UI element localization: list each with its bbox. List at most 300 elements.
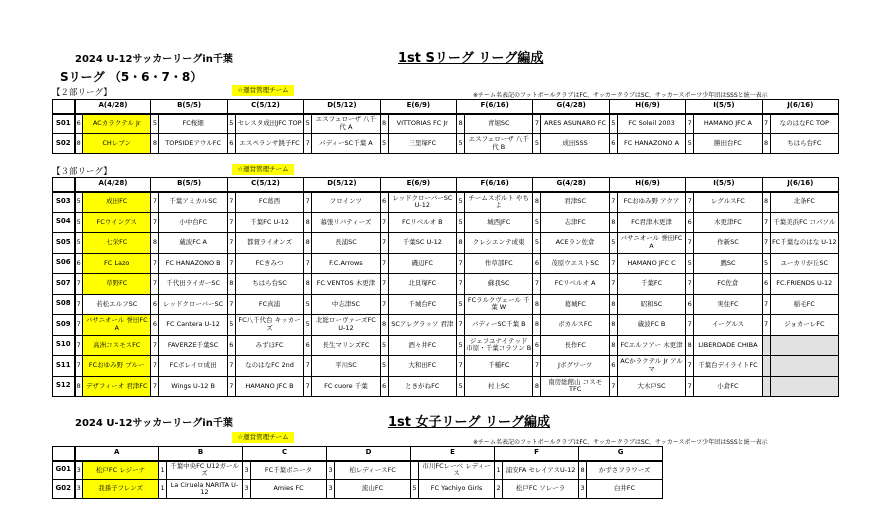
team-grade-cell: 7 — [609, 376, 617, 397]
team-grade-cell: 5 — [151, 114, 159, 134]
team-cell: チームスポルト やちよ — [465, 192, 533, 213]
div2-table — [52, 99, 839, 154]
table-row — [53, 192, 839, 213]
column-header: C — [243, 447, 327, 461]
team-cell: VITTORIAS FC Jr — [388, 114, 456, 134]
team-grade-cell: 7 — [686, 274, 694, 295]
team-grade-cell: 7 — [533, 356, 541, 377]
team-cell: 流山FC — [335, 480, 411, 499]
team-grade-cell: 7 — [609, 274, 617, 295]
team-cell: 蔵波FC B — [617, 315, 685, 336]
team-cell: FCボレイロ成田 — [159, 356, 227, 377]
team-cell: FCリベルオ B — [388, 212, 456, 233]
team-grade-cell: 7 — [304, 192, 312, 213]
team-cell: 中志津SC — [312, 294, 380, 315]
team-cell: FC VENTOS 木更津 — [312, 274, 380, 295]
team-cell: 成田SSS — [541, 134, 609, 154]
team-cell: レッドクローバーSC — [159, 294, 227, 315]
table-row — [53, 376, 839, 397]
team-grade-cell: 7 — [686, 376, 694, 397]
girls-admin-badge: ☆運営管理チーム — [232, 432, 294, 443]
section1-center-title: 1st Sリーグ リーグ編成 — [398, 51, 544, 66]
team-cell: 千葉台デイライトFC — [694, 356, 762, 377]
team-grade-cell: 1 — [159, 480, 167, 499]
team-grade-cell: 7 — [304, 253, 312, 274]
team-cell: 千葉アミカルSC — [159, 192, 227, 213]
team-cell: 作草部FC — [465, 253, 533, 274]
team-grade-cell: 6 — [686, 212, 694, 233]
team-grade-cell: 5 — [75, 192, 83, 213]
team-cell: 蔵波FC A — [159, 233, 227, 254]
column-header: A — [75, 447, 159, 461]
team-cell: 松戸FC ソレーラ — [503, 480, 579, 499]
team-cell: FC佐倉 — [694, 274, 762, 295]
admin-team-cell: ACカラクテル Jr — [83, 114, 151, 134]
team-grade-cell: 5 — [609, 233, 617, 254]
column-header: F(6/16) — [457, 178, 533, 192]
admin-team-cell: バサニオール 誉田FC A — [83, 315, 151, 336]
team-cell: ACEラン佐倉 — [541, 233, 609, 254]
team-cell: エスフェローザ 八千代 A — [312, 114, 380, 134]
table-row — [53, 315, 839, 336]
team-grade-cell: 8 — [609, 335, 617, 356]
team-cell: ときがねFC — [388, 376, 456, 397]
team-cell: FC君津木更津 — [617, 212, 685, 233]
team-grade-cell: 7 — [304, 376, 312, 397]
team-cell: HAMANO JFC B — [235, 376, 303, 397]
team-grade-cell: 7 — [609, 253, 617, 274]
team-cell: 小中台FC — [159, 212, 227, 233]
column-header: E(6/9) — [380, 100, 456, 114]
table-row — [53, 480, 663, 499]
team-cell: 北貝塚FC — [388, 274, 456, 295]
team-grade-cell: 7 — [457, 274, 465, 295]
table-row — [53, 233, 839, 254]
team-grade-cell: 5 — [457, 376, 465, 397]
team-cell: F.C.Arrows — [312, 253, 380, 274]
team-grade-cell: 5 — [304, 294, 312, 315]
team-grade-cell — [762, 376, 770, 397]
team-cell: ジョカーレFC — [770, 315, 838, 336]
team-cell — [770, 356, 838, 377]
team-grade-cell: 3 — [243, 480, 251, 499]
team-cell: 村上SC — [465, 376, 533, 397]
team-cell: 千城台FC — [388, 294, 456, 315]
team-cell: TOPSIDEアウルFC — [159, 134, 227, 154]
row-label: S03 — [53, 192, 75, 213]
team-cell: 蘇我SC — [465, 274, 533, 295]
team-cell: FC八千代台 キッカーズ — [235, 315, 303, 336]
team-grade-cell: 8 — [533, 294, 541, 315]
table-row — [53, 461, 663, 480]
team-grade-cell: 1 — [159, 461, 167, 480]
team-grade-cell: 8 — [609, 315, 617, 336]
team-grade-cell: 6 — [762, 274, 770, 295]
team-cell: 北条FC — [770, 192, 838, 213]
team-grade-cell: 7 — [151, 192, 159, 213]
team-grade-cell: 5 — [762, 253, 770, 274]
team-grade-cell: 7 — [762, 315, 770, 336]
team-cell: かずさフラワーズ — [587, 461, 663, 480]
team-cell: 長浦SC — [312, 233, 380, 254]
team-cell: 勝田台FC — [694, 134, 762, 154]
column-header: E(6/9) — [380, 178, 456, 192]
team-grade-cell: 7 — [227, 376, 235, 397]
row-label: S09 — [53, 315, 75, 336]
team-cell: FC千葉なのはな U-12 — [770, 233, 838, 254]
team-grade-cell: 5 — [533, 212, 541, 233]
team-grade-cell: 8 — [762, 134, 770, 154]
team-cell: 昭和SC — [617, 294, 685, 315]
team-grade-cell — [762, 356, 770, 377]
team-cell: 柏レディースFC — [335, 461, 411, 480]
team-grade-cell: 6 — [75, 114, 83, 134]
column-header: D — [327, 447, 411, 461]
team-grade-cell: 8 — [533, 376, 541, 397]
team-cell: Jボグワーツ — [541, 356, 609, 377]
team-grade-cell: 5 — [457, 294, 465, 315]
team-grade-cell: 7 — [75, 335, 83, 356]
team-cell: 北総ローヴァーズFC U-12 — [312, 315, 380, 336]
team-grade-cell: 7 — [533, 114, 541, 134]
team-grade-cell: 7 — [762, 212, 770, 233]
row-label: G02 — [53, 480, 75, 499]
team-cell: FC cuore 千葉 — [312, 376, 380, 397]
row-label: S01 — [53, 114, 75, 134]
team-cell: 大木戸SC — [617, 376, 685, 397]
table-row — [53, 335, 839, 356]
s-league-subtitle: Sリーグ （5・6・7・8） — [60, 70, 203, 84]
team-grade-cell: 7 — [686, 233, 694, 254]
team-cell: フロインツ — [312, 192, 380, 213]
team-cell: 城西JFC — [465, 212, 533, 233]
team-cell: 実住FC — [694, 294, 762, 315]
team-grade-cell: 6 — [304, 335, 312, 356]
team-grade-cell: 6 — [533, 335, 541, 356]
team-grade-cell: 6 — [227, 134, 235, 154]
team-grade-cell: 7 — [75, 356, 83, 377]
team-cell: イーグルス — [694, 315, 762, 336]
row-label: S11 — [53, 356, 75, 377]
team-grade-cell: 3 — [243, 461, 251, 480]
team-grade-cell: 7 — [609, 192, 617, 213]
column-header: B(5/5) — [151, 178, 227, 192]
team-grade-cell: 5 — [533, 134, 541, 154]
table-row — [53, 274, 839, 295]
team-cell: 長作FC — [541, 335, 609, 356]
team-grade-cell: 7 — [762, 294, 770, 315]
table-row — [53, 253, 839, 274]
team-cell: 志津FC — [541, 212, 609, 233]
column-header: J(6/16) — [762, 100, 838, 114]
team-cell: 酒々井FC — [388, 335, 456, 356]
team-cell: クレシエンテ成東 — [465, 233, 533, 254]
team-grade-cell: 7 — [227, 192, 235, 213]
column-header: G(4/28) — [533, 100, 609, 114]
row-label: S05 — [53, 233, 75, 254]
row-label: S10 — [53, 335, 75, 356]
team-grade-cell: 2 — [495, 480, 503, 499]
team-grade-cell: 7 — [380, 253, 388, 274]
column-header: H(6/9) — [609, 178, 685, 192]
table-row — [53, 134, 839, 154]
team-grade-cell: 7 — [75, 315, 83, 336]
team-cell: 三里塚FC — [388, 134, 456, 154]
column-header: C(5/12) — [227, 100, 303, 114]
team-cell: ARES ASUNARO FC — [541, 114, 609, 134]
team-grade-cell: 6 — [75, 253, 83, 274]
team-cell: FCおゆみ野 アクア — [617, 192, 685, 213]
section2-center-title: 1st 女子リーグ リーグ編成 — [388, 415, 551, 430]
table-row — [53, 212, 839, 233]
team-grade-cell: 7 — [380, 212, 388, 233]
team-grade-cell: 5 — [533, 233, 541, 254]
row-label: S06 — [53, 253, 75, 274]
team-grade-cell: 7 — [686, 114, 694, 134]
team-cell: 千葉中央FC U12ガールズ — [167, 461, 243, 480]
team-grade-cell: 6 — [380, 376, 388, 397]
team-cell: FCリベルオ A — [541, 274, 609, 295]
team-grade-cell: 8 — [762, 192, 770, 213]
team-cell: 千葉FC U-12 — [235, 212, 303, 233]
team-cell: 千種FC — [465, 356, 533, 377]
team-cell: Amies FC — [251, 480, 327, 499]
team-cell: 白井FC — [587, 480, 663, 499]
table-row — [53, 294, 839, 315]
team-grade-cell: 6 — [609, 134, 617, 154]
team-cell: 千葉FC — [617, 274, 685, 295]
team-cell: 若松エルフSC — [83, 294, 151, 315]
div3-admin-badge: ☆運営管理チーム — [232, 164, 294, 175]
team-grade-cell: 7 — [380, 233, 388, 254]
team-grade-cell: 6 — [380, 192, 388, 213]
team-grade-cell: 7 — [75, 274, 83, 295]
team-cell: 稲毛FC — [770, 294, 838, 315]
row-label: S12 — [53, 376, 75, 397]
team-cell: FC真浦 — [235, 294, 303, 315]
admin-team-cell: FCウイングス — [83, 212, 151, 233]
section2-left-title: 2024 U-12サッカーリーグin千葉 — [75, 418, 233, 429]
team-grade-cell: 7 — [686, 192, 694, 213]
team-grade-cell: 5 — [380, 134, 388, 154]
admin-team-cell: 七栄FC — [83, 233, 151, 254]
team-cell: 作新SC — [694, 233, 762, 254]
team-grade-cell: 5 — [686, 253, 694, 274]
team-cell: HAMANO JFC A — [694, 114, 762, 134]
div2-admin-badge: ☆運営管理チーム — [232, 85, 294, 96]
team-cell — [770, 376, 838, 397]
team-cell: ボカルスFC — [541, 315, 609, 336]
team-grade-cell: 8 — [151, 134, 159, 154]
team-grade-cell: 3 — [327, 480, 335, 499]
row-label: S08 — [53, 294, 75, 315]
team-cell: パディーSC千葉 A — [312, 134, 380, 154]
team-cell: みずほFC — [235, 335, 303, 356]
team-cell: ユーカリが丘SC — [770, 253, 838, 274]
team-grade-cell: 8 — [609, 212, 617, 233]
girls-note: ※チーム名表記のフットボールクラブはFC、サッカークラブはSC、サッカースポーツ少年団はSSSと統一表示 — [473, 439, 768, 446]
admin-team-cell: FCおゆみ野 ブルー — [83, 356, 151, 377]
team-cell: バサニオール 誉田FC A — [617, 233, 685, 254]
team-grade-cell: 7 — [151, 212, 159, 233]
team-grade-cell: 7 — [227, 233, 235, 254]
team-cell: 都賀ライオンズ — [235, 233, 303, 254]
team-cell: FCラルクヴェール 千葉 W — [465, 294, 533, 315]
team-grade-cell: 7 — [380, 274, 388, 295]
team-cell: FC HANAZONO A — [617, 134, 685, 154]
team-cell: 平川SC — [312, 356, 380, 377]
team-cell: 南房総館山 コスモTFC — [541, 376, 609, 397]
team-cell: FC Cantera U-12 — [159, 315, 227, 336]
team-grade-cell: 7 — [380, 294, 388, 315]
table-row — [53, 356, 839, 377]
team-grade-cell: 8 — [457, 233, 465, 254]
team-cell: ジェフユナイテッド 市原・千葉コラソン B — [465, 335, 533, 356]
team-cell: FC HANAZONO B — [159, 253, 227, 274]
team-cell: なのはなFC TOP — [770, 114, 838, 134]
div3-label: 【３部リーグ】 — [52, 167, 112, 177]
team-grade-cell: 5 — [304, 315, 312, 336]
column-header: I(5/5) — [686, 178, 762, 192]
team-grade-cell: 8 — [457, 114, 465, 134]
team-grade-cell: 3 — [579, 480, 587, 499]
column-header: I(5/5) — [686, 100, 762, 114]
team-cell: 茂原ウエストSC — [541, 253, 609, 274]
team-cell: 葛城FC — [541, 294, 609, 315]
team-cell: 青堀SC — [465, 114, 533, 134]
team-cell: FC葛西 — [235, 192, 303, 213]
team-grade-cell: 8 — [304, 233, 312, 254]
team-grade-cell: 3 — [327, 461, 335, 480]
team-cell: 浦安FA セレイアスU-12 — [503, 461, 579, 480]
team-grade-cell: 7 — [762, 114, 770, 134]
team-cell: ちはら台SC — [235, 274, 303, 295]
team-grade-cell: 6 — [151, 315, 159, 336]
table-row — [53, 114, 839, 134]
team-grade-cell: 6 — [686, 294, 694, 315]
row-label: G01 — [53, 461, 75, 480]
team-grade-cell: 5 — [411, 480, 419, 499]
admin-team-cell: FC Lazo — [83, 253, 151, 274]
team-grade-cell: 7 — [227, 253, 235, 274]
team-cell: 君津SC — [541, 192, 609, 213]
row-label: S04 — [53, 212, 75, 233]
team-grade-cell: 5 — [457, 212, 465, 233]
team-cell: ちはら台FC — [770, 134, 838, 154]
team-grade-cell: 6 — [533, 253, 541, 274]
column-header: J(6/16) — [762, 178, 838, 192]
team-grade-cell — [411, 461, 419, 480]
team-cell: 千葉SC U-12 — [388, 233, 456, 254]
team-grade-cell: 8 — [533, 192, 541, 213]
column-header: A(4/28) — [75, 100, 151, 114]
team-grade-cell: 8 — [304, 212, 312, 233]
team-grade-cell: 8 — [579, 461, 587, 480]
team-cell: 磯辺FC — [388, 253, 456, 274]
girls-table — [52, 446, 663, 499]
team-grade-cell — [762, 335, 770, 356]
corner-cell — [53, 100, 75, 114]
column-header: F — [495, 447, 579, 461]
team-cell: 長生マリンズFC — [312, 335, 380, 356]
column-header: B(5/5) — [151, 100, 227, 114]
team-grade-cell: 5 — [75, 212, 83, 233]
team-grade-cell: 5 — [686, 134, 694, 154]
admin-team-cell: 成田FC — [83, 192, 151, 213]
team-grade-cell: 6 — [609, 356, 617, 377]
team-grade-cell: 5 — [75, 233, 83, 254]
admin-team-cell: 草野FC — [83, 274, 151, 295]
team-cell: Wings U-12 B — [159, 376, 227, 397]
team-grade-cell: 8 — [380, 315, 388, 336]
team-cell: FC桜細 — [159, 114, 227, 134]
team-grade-cell: 7 — [686, 315, 694, 336]
corner-cell — [53, 447, 75, 461]
column-header: G(4/28) — [533, 178, 609, 192]
div2-label: 【２部リーグ】 — [52, 88, 112, 98]
team-cell: 木更津FC — [694, 212, 762, 233]
admin-team-cell: デザフィーオ 君津FC — [83, 376, 151, 397]
team-grade-cell: 7 — [227, 356, 235, 377]
team-grade-cell: 7 — [151, 376, 159, 397]
team-grade-cell: 7 — [457, 315, 465, 336]
team-cell: LIBERDADE CHIBA — [694, 335, 762, 356]
team-cell: 大和田FC — [388, 356, 456, 377]
team-grade-cell: 7 — [686, 356, 694, 377]
team-cell: HAMANO JFC C — [617, 253, 685, 274]
team-grade-cell: 8 — [151, 233, 159, 254]
team-grade-cell: 7 — [762, 233, 770, 254]
team-grade-cell: 6 — [151, 294, 159, 315]
team-cell: エスフェローザ 八千代 B — [465, 134, 533, 154]
team-grade-cell: 5 — [609, 114, 617, 134]
team-cell: なのはなFC 2nd — [235, 356, 303, 377]
team-grade-cell: 7 — [75, 294, 83, 315]
team-grade-cell: 5 — [227, 114, 235, 134]
team-grade-cell: 7 — [151, 274, 159, 295]
column-header: F(6/16) — [457, 100, 533, 114]
team-grade-cell: 7 — [151, 335, 159, 356]
column-header: H(6/9) — [609, 100, 685, 114]
team-grade-cell: 7 — [533, 274, 541, 295]
section1-left-title: 2024 U-12サッカーリーグin千葉 — [75, 54, 233, 65]
team-grade-cell: 8 — [75, 134, 83, 154]
team-grade-cell: 8 — [686, 335, 694, 356]
div3-table — [52, 177, 839, 397]
team-cell: エスペランサ銚子FC — [235, 134, 303, 154]
team-cell: 千葉美浜FC コパソル — [770, 212, 838, 233]
team-cell: La Ciruela NARITA U-12 — [167, 480, 243, 499]
column-header: G — [579, 447, 663, 461]
team-cell: 千代田ライガーSC — [159, 274, 227, 295]
team-cell: FC.FRIENDS U-12 — [770, 274, 838, 295]
team-grade-cell: 8 — [533, 315, 541, 336]
team-grade-cell: 5 — [304, 114, 312, 134]
team-cell: 幕張リバティーズ — [312, 212, 380, 233]
team-grade-cell: 7 — [457, 253, 465, 274]
team-cell: FC Yachiyo Girls — [419, 480, 495, 499]
team-grade-cell: 8 — [227, 274, 235, 295]
admin-team-cell: 高洲コスモスFC — [83, 335, 151, 356]
team-grade-cell: 7 — [151, 356, 159, 377]
team-grade-cell: 5 — [457, 192, 465, 213]
team-cell: 市川FCレーベ レディース — [419, 461, 495, 480]
team-cell: FCエルフアー 木更津 — [617, 335, 685, 356]
team-grade-cell: 5 — [457, 134, 465, 154]
team-cell: FC千葉ボニータ — [251, 461, 327, 480]
team-grade-cell: 7 — [457, 356, 465, 377]
team-cell: FC Soleil 2003 — [617, 114, 685, 134]
